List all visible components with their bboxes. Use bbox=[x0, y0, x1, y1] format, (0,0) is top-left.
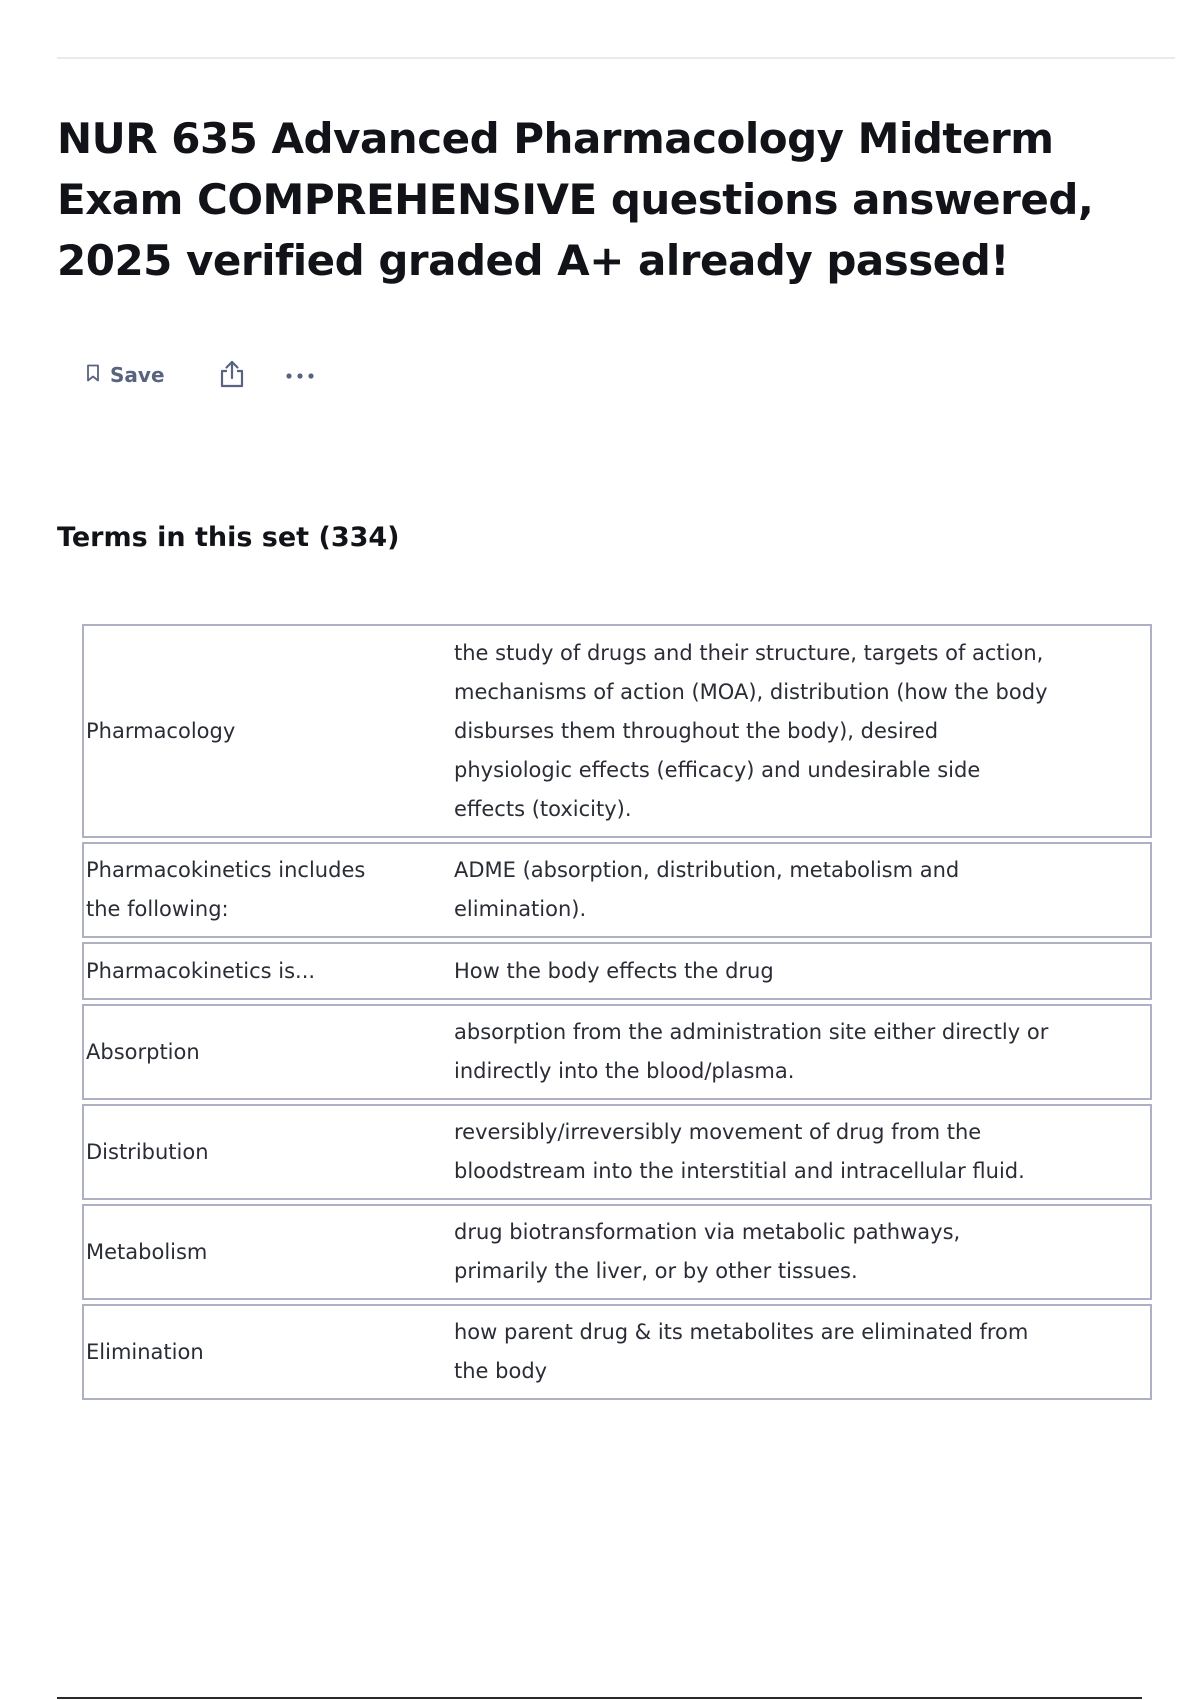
table-row bbox=[83, 1005, 1151, 1099]
action-toolbar bbox=[80, 355, 315, 395]
definition-cell: How the body effects the drug bbox=[406, 943, 1151, 999]
bottom-divider bbox=[57, 1697, 1142, 1699]
table-row bbox=[83, 1205, 1151, 1299]
page-title: NUR 635 Advanced Pharmacology Midterm Exam COMPREHENSIVE questions answered, 2025 verified graded A+ already passed! bbox=[57, 114, 1094, 285]
term-cell: Distribution bbox=[83, 1105, 406, 1199]
save-button-label: Save bbox=[110, 363, 165, 387]
definition-cell: how parent drug & its metabolites are eliminated from the body bbox=[406, 1305, 1151, 1399]
definition-cell: drug biotransformation via metabolic pathways, primarily the liver, or by other tissues. bbox=[406, 1205, 1151, 1299]
definition-cell: absorption from the administration site either directly or indirectly into the blood/plasma. bbox=[406, 1005, 1151, 1099]
table-row bbox=[83, 1305, 1151, 1399]
table-row bbox=[83, 943, 1151, 999]
definition-cell: reversibly/irreversibly movement of drug from the bloodstream into the interstitial and intracellular fluid. bbox=[406, 1105, 1151, 1199]
terms-count-heading: Terms in this set (334) bbox=[57, 522, 400, 553]
term-cell: Elimination bbox=[83, 1305, 406, 1399]
term-cell: Pharmacokinetics includes the following: bbox=[83, 843, 406, 937]
table-row bbox=[83, 625, 1151, 837]
definition-cell: the study of drugs and their structure, targets of action, mechanisms of action (MOA), distribution (how the body disburses them throughout the body), desired physiologic effects (efficacy) and undesirable side effects (toxicity). bbox=[406, 625, 1151, 837]
more-options-icon bbox=[285, 368, 315, 383]
term-cell: Absorption bbox=[83, 1005, 406, 1099]
table-row bbox=[83, 843, 1151, 937]
more-options-button[interactable] bbox=[285, 368, 315, 383]
term-cell: Pharmacokinetics is... bbox=[83, 943, 406, 999]
terms-table bbox=[82, 624, 1152, 1400]
top-divider bbox=[57, 57, 1175, 59]
table-row bbox=[83, 1105, 1151, 1199]
share-icon bbox=[219, 359, 245, 392]
save-button[interactable] bbox=[80, 363, 171, 387]
share-button[interactable] bbox=[219, 359, 245, 392]
bookmark-icon bbox=[86, 363, 100, 387]
term-cell: Pharmacology bbox=[83, 625, 406, 837]
definition-cell: ADME (absorption, distribution, metabolism and elimination). bbox=[406, 843, 1151, 937]
term-cell: Metabolism bbox=[83, 1205, 406, 1299]
